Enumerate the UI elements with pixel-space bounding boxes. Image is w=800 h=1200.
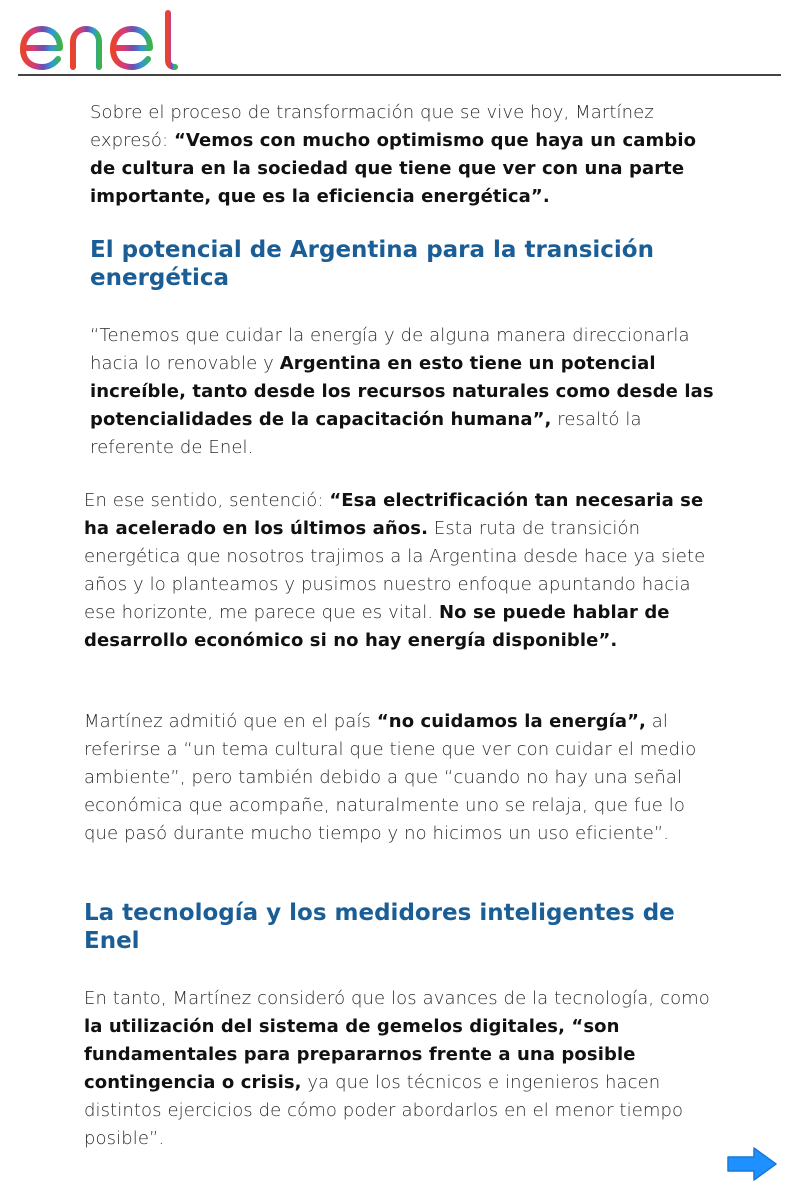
paragraph-text: En tanto, Martínez consideró que los avances de la tecnología, como [84,988,710,1009]
paragraph-potencial [90,322,715,462]
enel-logo[interactable] [18,10,180,72]
paragraph-text: “Tenemos que cuidar la energía y de alguna manera direccionarla hacia lo renovable y [90,325,690,374]
next-page-button[interactable] [726,1146,778,1186]
paragraph-optimismo [90,99,720,211]
paragraph-text: ya que los técnicos e ingenieros hacen distintos ejercicios de cómo poder abordarlos en el menor tiempo posible”. [84,1072,684,1149]
arrow-right-icon [726,1146,778,1182]
paragraph-quote-bold: “no cuidamos la energía”, [376,711,646,732]
paragraph-quote-bold: la utilización del sistema de gemelos digitales, “son fundamentales para prepararnos frente a una posible contingencia o crisis, [84,1016,636,1093]
paragraph-quote-bold: “Esa electrificación tan necesaria se ha acelerado en los últimos años. [84,490,704,539]
paragraph-text: al referirse a “un tema cultural que tiene que ver con cuidar el medio ambiente”, pero también debido a que “cuando no hay una señal económica que acompañe, naturalmente uno se relaja, que fue lo que pasó durante mucho tiempo y no hicimos un uso eficiente”. [84,711,697,844]
paragraph-quote-bold: “Vemos con mucho optimismo que haya un cambio de cultura en la sociedad que tiene que ver con una parte importante, que es la eficiencia energética”. [90,130,697,207]
paragraph-gemelos-digitales [84,985,716,1153]
site-header [18,8,781,76]
paragraph-quote-bold: Argentina en esto tiene un potencial increíble, tanto desde los recursos naturales como desde las potencialidades de la capacitación humana”, [90,353,714,430]
paragraph-quote-bold: No se puede hablar de desarrollo económico si no hay energía disponible”. [84,602,670,651]
paragraph-text: En ese sentido, sentenció: [84,490,330,511]
paragraph-text: resaltó la referente de Enel. [90,409,642,458]
paragraph-no-cuidamos [84,708,716,848]
section-heading-potencial: El potencial de Argentina para la transición energética [90,237,654,291]
paragraph-text: Martínez admitió que en el país [84,711,377,732]
section-heading-tecnologia: La tecnología y los medidores inteligentes de Enel [84,900,675,954]
paragraph-text: Sobre el proceso de transformación que se vive hoy, Martínez expresó: [90,102,654,151]
paragraph-text: Esta ruta de transición energética que nosotros trajimos a la Argentina desde hace ya siete años y lo planteamos y pusimos nuestro enfoque apuntando hacia ese horizonte, me parece que es vital. [84,518,706,623]
paragraph-electrificacion [84,487,716,655]
